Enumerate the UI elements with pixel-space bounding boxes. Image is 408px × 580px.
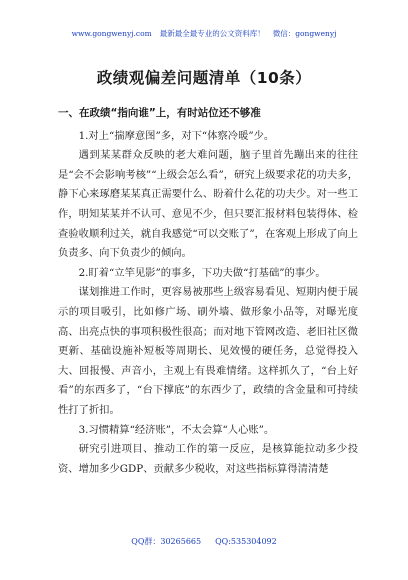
footer-qq-group: QQ群：30265665 (131, 537, 202, 546)
footer-qq: QQ:535304092 (215, 537, 277, 546)
page-footer (0, 536, 408, 547)
item-heading: 1.对上“揣摩意图”多，对下“体察冷暖”少。 (78, 129, 275, 142)
body-paragraph: 研究引进项目、推动工作的第一反应，是核算能拉动多少投资、增加多少GDP、贡献多少税收，对这些指标算得清清楚 (58, 443, 358, 475)
body-paragraph: 谋划推进工作时，更容易被那些上级容易看见、短期内便于展示的项目吸引，比如修广场、刷外墙、做形象小品等，对曝光度高、出亮点快的事项积极性很高；而对地下管网改造、老旧社区微更新、基础设施补短板等周期长、见效慢的硬任务，总觉得投入大、回报慢、声音小，主观上有畏难情绪。这样抓久了，“台上好看”的东西多了，“台下撑底”的东西少了，政绩的含金量和可持续性打了折扣。 (58, 286, 358, 416)
body-paragraph: 遇到某某群众反映的老大难问题，脑子里首先蹦出来的往往是“会不会影响考核”“上级会怎么看”，研究上级要求花的功夫多，静下心来琢磨某某真正需要什么、盼着什么花的功夫少。对一些工作，明知某某并不认可、意见不少，但只要汇报材料包装得体、检查验收顺利过关，就自我感觉“可以交账了”，在客观上形成了向上负责多、向下负责少的倾向。 (58, 149, 358, 260)
page-header (0, 28, 408, 39)
item-heading: 2.盯着“立竿见影”的事多，下功夫做“打基础”的事少。 (78, 266, 326, 279)
header-site-url[interactable]: www.gongwenyj.com (71, 29, 152, 38)
header-slogan: 最新最全最专业的公文资料库！ (159, 29, 265, 38)
document-body (58, 104, 358, 479)
item-heading: 3.习惯精算“经济账”，不太会算“人心账”。 (78, 423, 275, 436)
document-title: 政绩观偏差问题清单（10条） (96, 69, 312, 87)
section-heading: 一、在政绩“指向谁”上，有时站位还不够准 (58, 107, 261, 119)
header-wechat: 微信：gongwenyj (272, 29, 337, 38)
